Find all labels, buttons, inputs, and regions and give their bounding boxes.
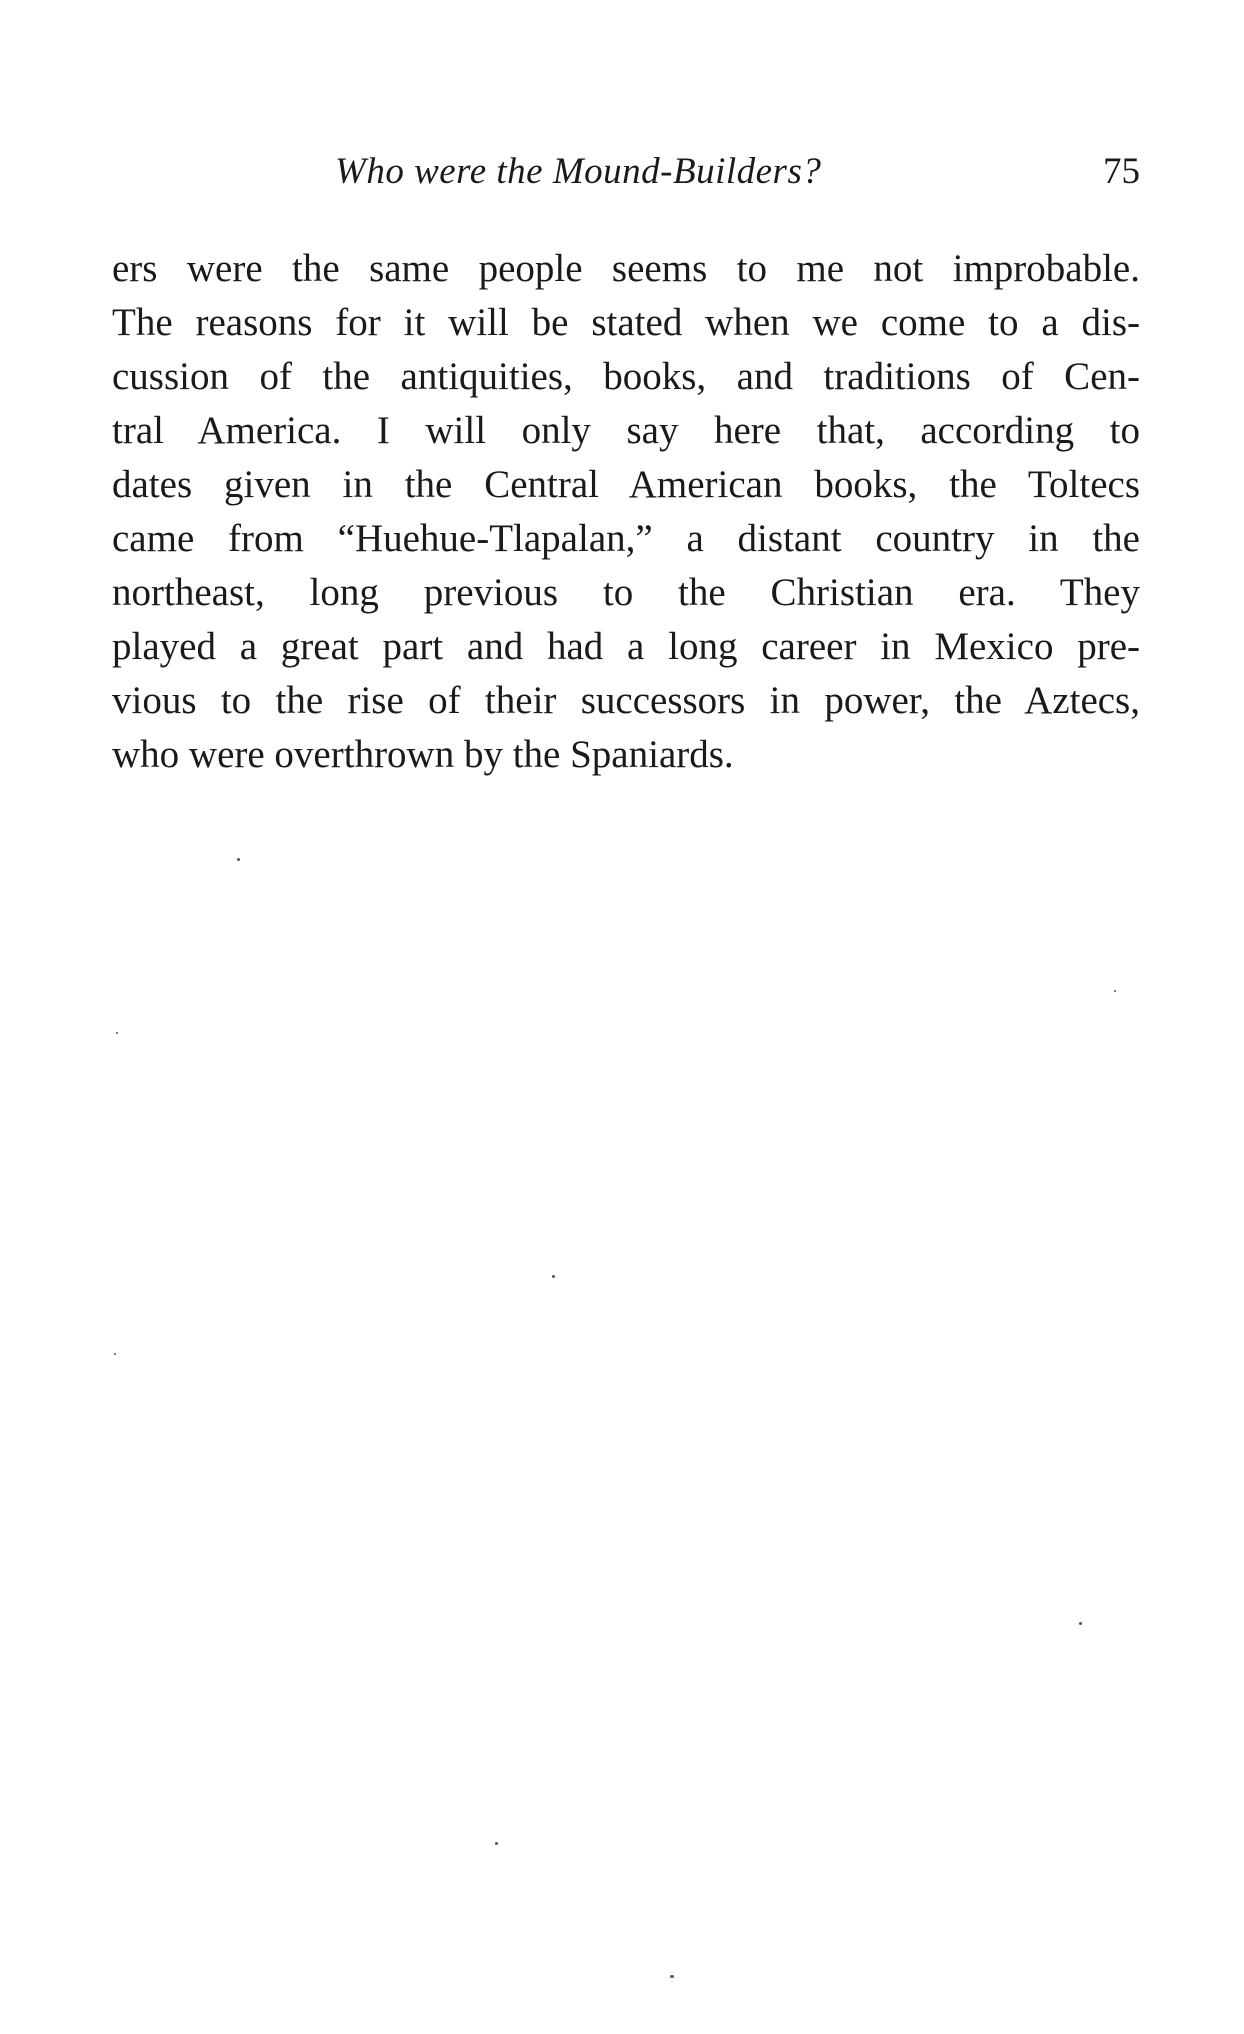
text-line: ers were the same people seems to me not improbable. — [112, 247, 1140, 290]
text-line: dates given in the Central American books, the Toltecs — [112, 463, 1140, 506]
page-number: 75 — [1103, 151, 1140, 192]
text-line: northeast, long previous to the Christian era. They — [112, 571, 1140, 614]
body-paragraph — [112, 242, 1140, 782]
scan-speck — [237, 858, 240, 861]
scan-speck — [495, 1842, 498, 1845]
text-line: who were overthrown by the Spaniards. — [112, 733, 734, 776]
scan-speck — [552, 1275, 555, 1278]
scan-speck — [114, 1353, 116, 1355]
running-title: Who were the Mound-Builders? — [335, 151, 822, 192]
text-line: played a great part and had a long career in Mexico pre- — [112, 625, 1140, 668]
scan-speck — [1114, 990, 1116, 992]
text-line: cussion of the antiquities, books, and traditions of Cen- — [112, 355, 1140, 398]
scan-speck — [1079, 1622, 1082, 1625]
text-line: came from “Huehue-Tlapalan,” a distant country in the — [112, 517, 1140, 560]
running-head — [110, 150, 1140, 200]
scan-speck — [670, 1975, 674, 1978]
text-line: tral America. I will only say here that, according to — [112, 409, 1140, 452]
scan-speck — [116, 1032, 118, 1034]
text-line: vious to the rise of their successors in power, the Aztecs, — [112, 679, 1140, 722]
text-line: The reasons for it will be stated when we come to a dis- — [112, 301, 1140, 344]
